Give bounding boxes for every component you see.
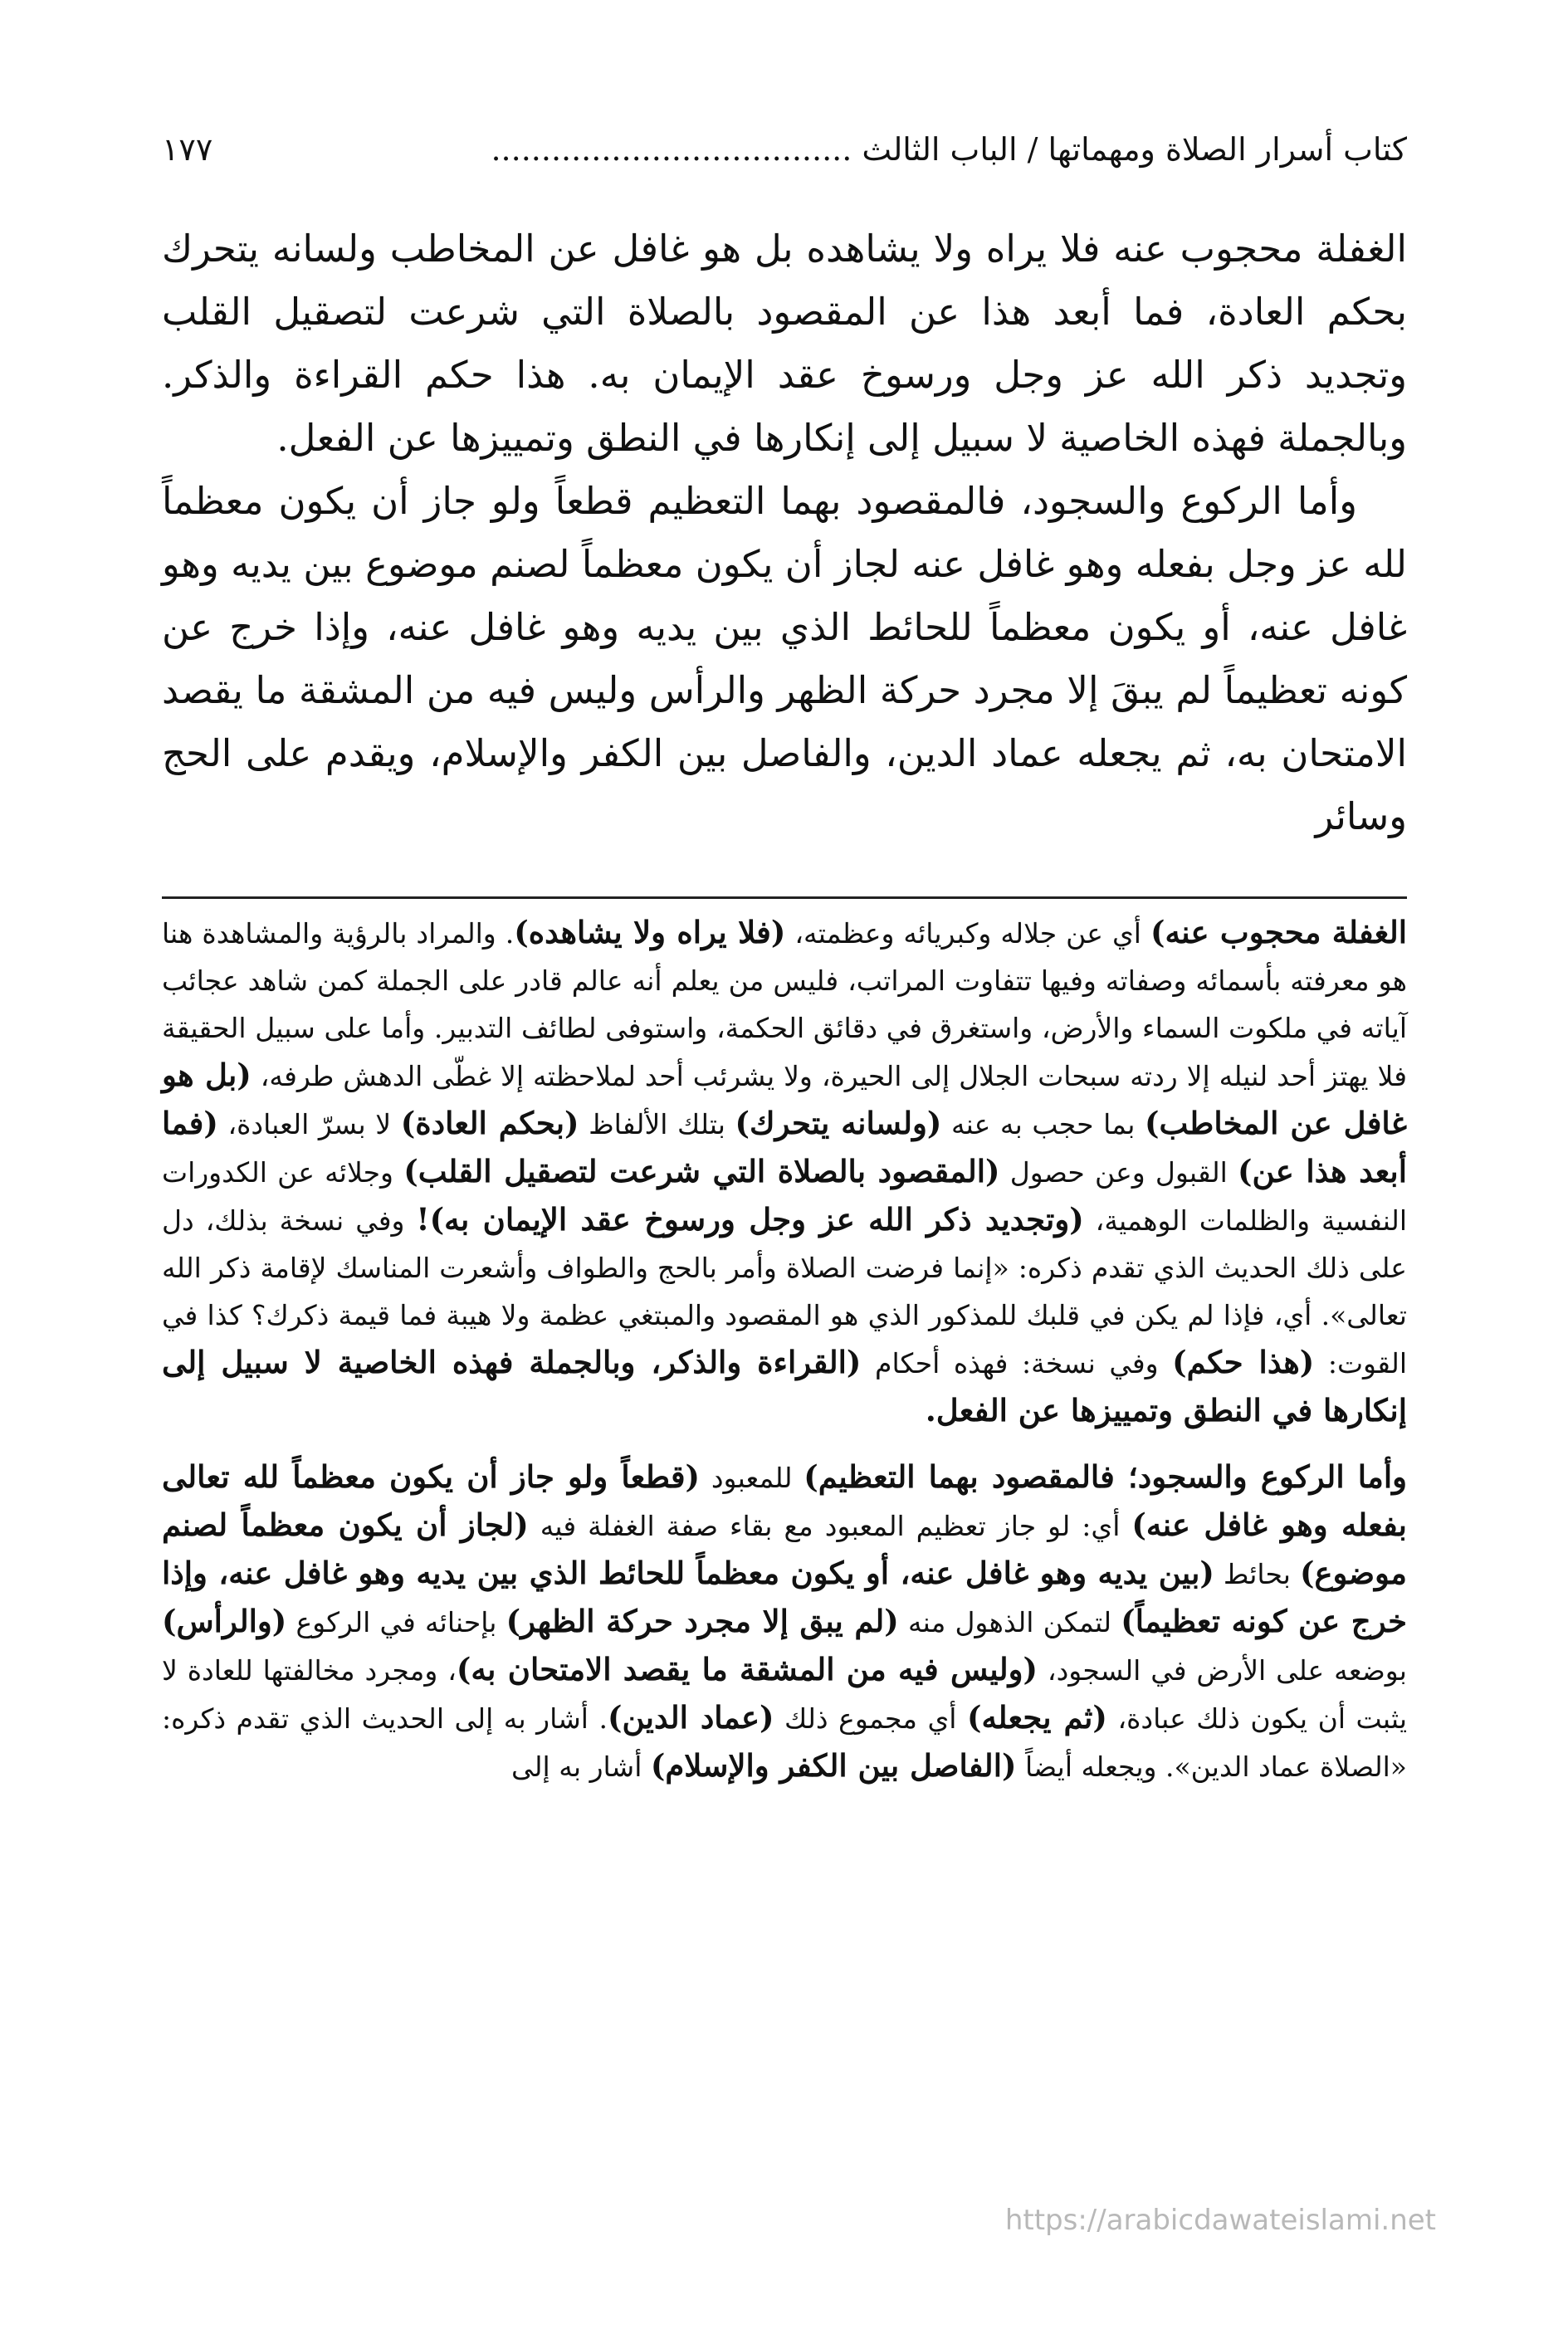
commentary-text-run: بإحنائه في الركوع (286, 1606, 506, 1638)
commentary-quote: (قطعاً ولو جاز أن يكون معظماً لله تعالى بفعله وهو غافل عنه) (162, 1458, 1407, 1543)
main-paragraph-1: الغفلة محجوب عنه فلا يراه ولا يشاهده بل هو غافل عن المخاطب ولسانه يتحرك بحكم العادة، فما أبعد هذا عن المقصود بالصلاة التي شرعت لتصقيل القلب وتجديد ذكر الله عز وجل ورسوخ عقد الإيمان به. هذا حكم القراءة والذكر. وبالجملة فهذه الخاصية لا سبيل إلى إنكارها في النطق وتمييزها عن الفعل. (162, 227, 1407, 460)
commentary-text-run: القبول وعن حصول (999, 1156, 1238, 1189)
commentary-text-run: بما حجب به عنه (941, 1108, 1145, 1140)
commentary-quote: (لم يبق إلا مجرد حركة الظهر) (506, 1603, 899, 1639)
commentary-quote: (ولسانه يتحرك) (735, 1105, 942, 1141)
commentary-text-run: بحائط (1214, 1558, 1300, 1590)
commentary-text-run: أي: لو جاز تعظيم المعبود مع بقاء صفة الغفلة فيه (528, 1510, 1132, 1542)
commentary-quote: الغفلة محجوب عنه) (1150, 914, 1408, 950)
commentary-quote: (عماد الدين) (607, 1699, 774, 1736)
commentary-text-run: وجلائه عن الكدورات النفسية والظلمات الوهمية، (162, 1156, 1407, 1237)
commentary-text-run: أي عن جلاله وكبريائه وعظمته، (785, 917, 1150, 950)
commentary-text-run: لتمكن الذهول منه (898, 1606, 1121, 1638)
main-text (162, 217, 1407, 848)
commentary-text-run: أشار به إلى (510, 1751, 651, 1783)
commentary-quote: (لجاز أن يكون معظماً لصنم موضوع) (162, 1507, 1407, 1591)
commentary-text-run: وفي نسخة: فهذه أحكام (861, 1347, 1173, 1380)
commentary-paragraph-2 (162, 1453, 1407, 1790)
commentary-text-run: أي مجموع ذلك (774, 1702, 967, 1735)
commentary-quote: (وليس فيه من المشقة ما يقصد الامتحان به) (456, 1651, 1038, 1687)
commentary-text-run: . أشار به إلى الحديث الذي تقدم ذكره: «الصلاة عماد الدين». ويجعله أيضاً (162, 1702, 1407, 1783)
commentary-text-run: ، ومجرد مخالفتها للعادة لا يثبت أن يكون ذلك عبادة، (162, 1654, 1408, 1735)
commentary-quote: (فما أبعد هذا عن) (162, 1105, 1408, 1189)
commentary-text-run: . والمراد بالرؤية والمشاهدة هنا هو معرفته بأسمائه وصفاته وفيها تتفاوت المراتب، فليس من يعلم أنه عالم قادر على الجملة كمن شاهد عجائب آياته في ملكوت السماء والأرض، واستغرق في دقائق الحكمة، واستوفى لطائف التدبير. وأما على سبيل الحقيقة فلا يهتز أحد لنيله إلا ردته سبحات الجلال إلى الحيرة، ولا يشرئب أحد لملاحظته إلا غطّى الدهش طرفه، (162, 917, 1407, 1092)
commentary-quote: (بحكم العادة) (400, 1105, 579, 1141)
commentary-quote: (بين يديه وهو غافل عنه، أو يكون معظماً للحائط الذي بين يديه وهو غافل عنه، وإذا خرج عن كونه تعظيماً) (162, 1555, 1407, 1639)
commentary-quote: (بل هو غافل عن المخاطب) (162, 1057, 1408, 1141)
running-header (162, 125, 1407, 174)
commentary-paragraph-1 (162, 909, 1407, 1435)
commentary-quote: وأما الركوع والسجود؛ فالمقصود بهما التعظيم) (804, 1458, 1407, 1495)
commentary-text-run: وفي نسخة بذلك، دل على ذلك الحديث الذي تقدم ذكره: «إنما فرضت الصلاة وأمر بالحج والطواف وأشعرت المناسك لإقامة ذكر الله تعالى». أي، فإذا لم يكن في قلبك للمذكور الذي هو المقصود والمبتغي عظمة ولا هيبة فما قيمة ذكرك؟ كذا في القوت: (162, 1204, 1407, 1380)
commentary-text-run: بتلك الألفاظ (579, 1108, 735, 1140)
page-number: ١٧٧ (162, 131, 213, 168)
watermark-url: https://arabicdawateislami.net (1004, 2204, 1436, 2237)
commentary-text-run: للمعبود (700, 1462, 804, 1494)
running-header-title: كتاب أسرار الصلاة ومهماتها / الباب الثالث .................................... (491, 131, 1407, 168)
commentary-quote: (القراءة والذكر، وبالجملة فهذه الخاصية لا سبيل إلى إنكارها في النطق وتمييزها عن الفعل. (162, 1344, 1407, 1428)
commentary-quote: (الفاصل بين الكفر والإسلام) (650, 1747, 1017, 1784)
commentary-quote: (وتجديد ذكر الله عز وجل ورسوخ عقد الإيمان به)! (416, 1201, 1084, 1238)
commentary-quote: (المقصود بالصلاة التي شرعت لتصقيل القلب) (403, 1153, 1000, 1189)
commentary-text-run: بوضعه على الأرض في السجود، (1038, 1654, 1407, 1687)
main-paragraph-2: وأما الركوع والسجود، فالمقصود بهما التعظيم قطعاً ولو جاز أن يكون معظماً لله عز وجل بفعله وهو غافل عنه لجاز أن يكون معظماً لصنم موضوع بين يديه وهو غافل عنه، أو يكون معظماً للحائط الذي بين يديه وهو غافل عنه، وإذا خرج عن كونه تعظيماً لم يبقَ إلا مجرد حركة الظهر والرأس وليس فيه من المشقة ما يقصد الامتحان به، ثم يجعله عماد الدين، والفاصل بين الكفر والإسلام، ويقدم على الحج وسائر (162, 479, 1407, 838)
commentary-divider (162, 896, 1407, 899)
commentary-quote: (ثم يجعله) (966, 1699, 1107, 1736)
commentary-quote: (فلا يراه ولا يشاهده) (514, 914, 786, 950)
commentary-quote: (والرأس) (162, 1603, 287, 1639)
commentary-quote: (هذا حكم) (1172, 1344, 1315, 1380)
commentary-text (162, 909, 1407, 1790)
commentary-text-run: لا بسرّ العبادة، (217, 1108, 401, 1140)
